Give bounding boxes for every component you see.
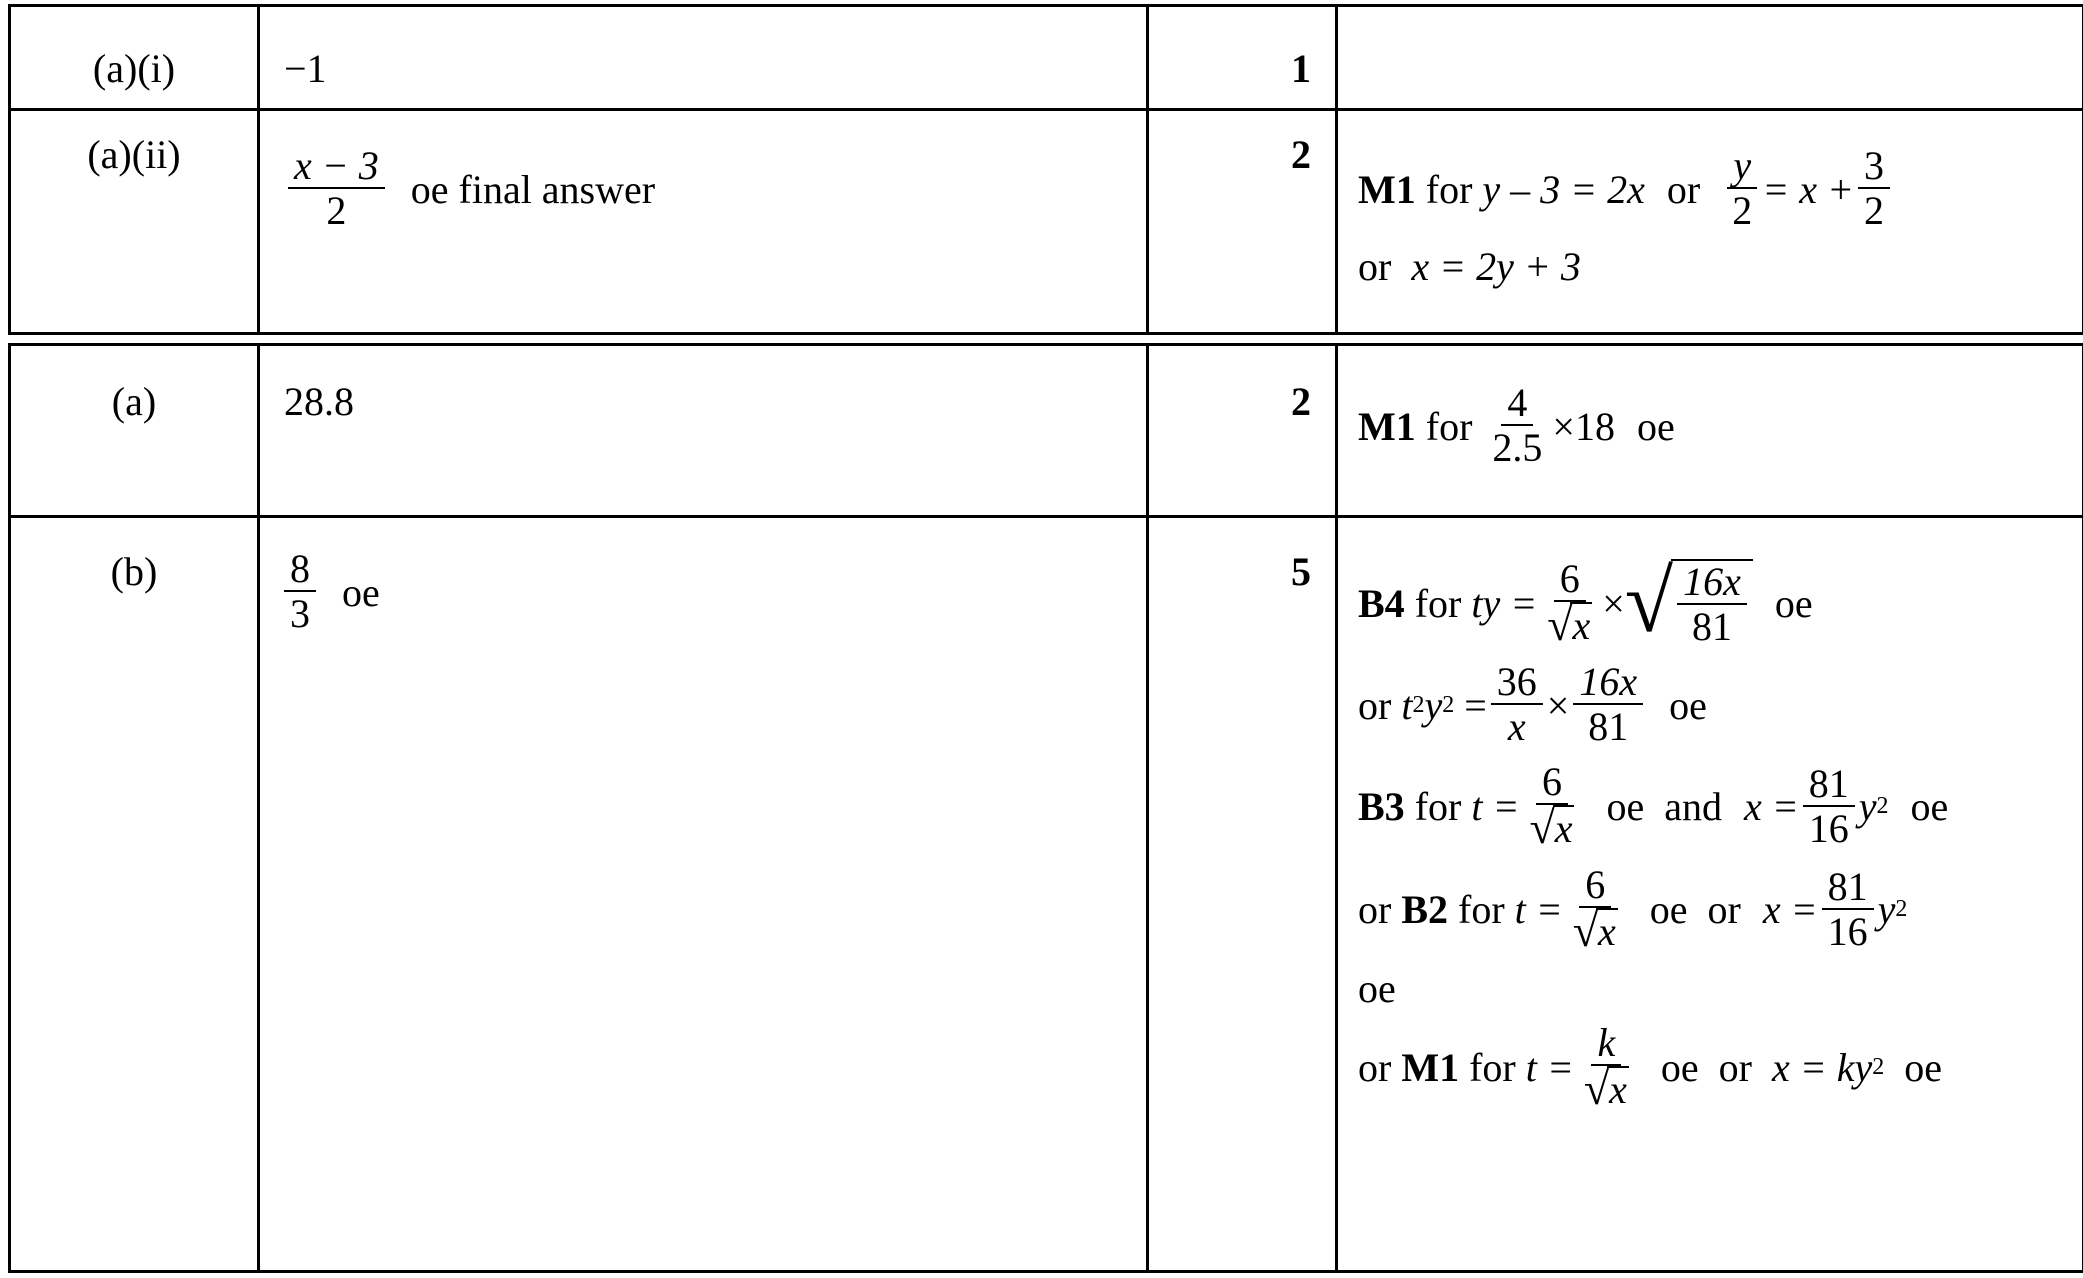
mark-cell: 1 bbox=[1148, 6, 1337, 110]
mark-scheme-table-1 bbox=[8, 4, 2083, 335]
answer-cell: −1 bbox=[259, 6, 1148, 110]
answer-cell: 28.8 bbox=[259, 345, 1148, 517]
guidance-cell: B4 for ty = 6 √ x × √ $\frac{16x}{81}$ oe or t 2 y 2 = $\frac{36}{x}$ × $\frac{16x}{81}$ oe B3 for t = 6 √ x oe and x = $\frac{81}{16}$ y 2 oe or B2 for t = 6 √ x oe or x = $\frac{81}{16}$ y 2 oe or M1 for t = k √ x oe or x = ky 2 oe bbox=[1337, 517, 2083, 1272]
mark-cell: 5 bbox=[1148, 517, 1337, 1272]
answer-cell bbox=[259, 110, 1148, 334]
part-label: (a)(i) bbox=[10, 6, 259, 110]
table-row bbox=[10, 345, 2083, 517]
part-label: (a)(ii) bbox=[10, 110, 259, 334]
table-row bbox=[10, 110, 2083, 334]
part-label: (a) bbox=[10, 345, 259, 517]
answer-cell: $\frac{8}{3}$ oe bbox=[259, 517, 1148, 1272]
mark-cell: 2 bbox=[1148, 110, 1337, 334]
mark-scheme-table-2 bbox=[8, 343, 2083, 1273]
mark-cell: 2 bbox=[1148, 345, 1337, 517]
guidance-cell bbox=[1337, 6, 2083, 110]
table-row bbox=[10, 517, 2083, 1272]
answer-fraction: $\frac{x - 3}{2}$ bbox=[288, 145, 385, 233]
guidance-cell: M1 for $\frac{4}{2.5}$ ×18 oe bbox=[1337, 345, 2083, 517]
guidance-cell: M1 for y – 3 = 2x or $\frac{y}{2}$ = x + $\frac{3}{2}$ or x = 2y + 3 bbox=[1337, 110, 2083, 334]
table-row bbox=[10, 6, 2083, 110]
answer-suffix: oe final answer bbox=[410, 166, 656, 212]
part-label: (b) bbox=[10, 517, 259, 1272]
